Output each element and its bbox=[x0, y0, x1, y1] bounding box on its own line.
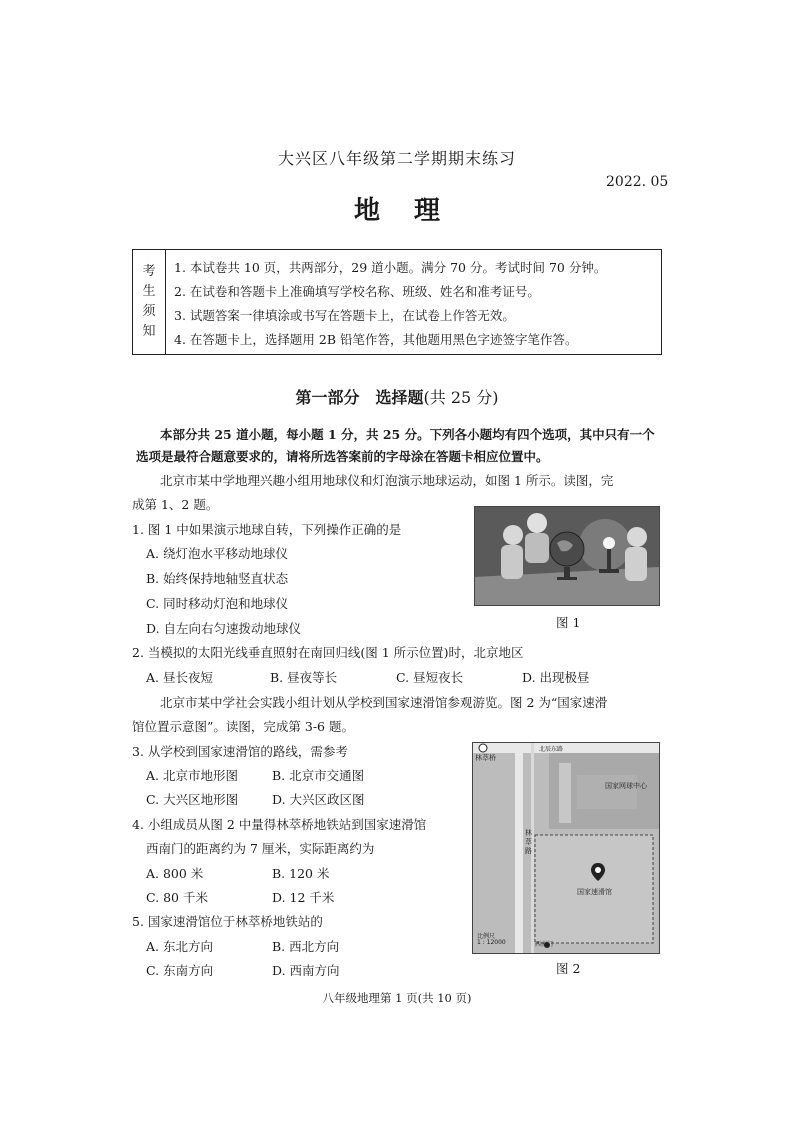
exam-date: 2022. 05 bbox=[606, 174, 669, 190]
question-5-option-d: D. 西南方向 bbox=[272, 963, 340, 978]
context-1-line2: 成第 1、2 题。 bbox=[132, 497, 219, 512]
question-3-option-b: B. 北京市交通图 bbox=[272, 768, 365, 783]
map-scale-label: 比例尺 bbox=[477, 933, 496, 940]
question-4-option-a: A. 800 米 bbox=[146, 866, 204, 881]
notice-box bbox=[132, 249, 662, 355]
figure-1-caption: 图 1 bbox=[556, 615, 581, 630]
question-3-option-a: A. 北京市地形图 bbox=[146, 768, 238, 783]
globe-lamp-illustration-icon bbox=[475, 507, 659, 605]
context-2-line1: 北京市某中学社会实践小组计划从学校到国家速滑馆参观游览。图 2 为“国家速滑 bbox=[160, 695, 608, 710]
question-3-stem: 3. 从学校到国家速滑馆的路线，需参考 bbox=[132, 744, 348, 759]
question-5-stem: 5. 国家速滑馆位于林萃桥地铁站的 bbox=[132, 914, 323, 929]
question-4-stem-line1: 4. 小组成员从图 2 中量得林萃桥地铁站到国家速滑馆 bbox=[132, 817, 427, 832]
map-label-road-char: 路 bbox=[525, 847, 532, 855]
question-4-option-d: D. 12 千米 bbox=[272, 890, 335, 905]
question-1-option-d: D. 自左向右匀速拨动地球仪 bbox=[146, 621, 302, 636]
question-2-option-c: C. 昼短夜长 bbox=[396, 670, 464, 685]
page-footer: 八年级地理第 1 页(共 10 页) bbox=[322, 991, 472, 1005]
map-label-tennis-center: 国家网球中心 bbox=[605, 782, 647, 790]
map-pin-icon bbox=[591, 863, 605, 881]
map-label-road-char: 萃 bbox=[525, 838, 532, 846]
map-label-venue: 国家速滑馆 bbox=[577, 888, 612, 896]
context-2-line2: 馆位置示意图”。读图，完成第 3-6 题。 bbox=[132, 719, 354, 734]
question-1-option-a: A. 绕灯泡水平移动地球仪 bbox=[146, 546, 288, 561]
notice-item: 3. 试题答案一律填涂或书写在答题卡上，在试卷上作答无效。 bbox=[174, 308, 515, 323]
notice-label bbox=[133, 250, 166, 354]
map-label-station: 林萃桥 bbox=[475, 754, 496, 762]
question-2-option-a: A. 昼长夜短 bbox=[146, 670, 213, 685]
notice-label-char: 考 bbox=[142, 264, 156, 279]
section-intro-text: 本部分共 25 道小题，每小题 1 分，共 25 分。下列各小题均有四个选项，其中只有一个选项是最符合题意要求的，请将所选答案前的字母涂在答题卡相应位置中。 bbox=[136, 427, 655, 464]
section-title bbox=[0, 385, 794, 408]
map-label-gate: 西南门 bbox=[535, 941, 554, 948]
notice-label-char: 生 bbox=[142, 284, 156, 299]
question-5-option-b: B. 西北方向 bbox=[272, 939, 340, 954]
map-label-road-top: 北辰东路 bbox=[539, 746, 564, 753]
context-1-line1: 北京市某中学地理兴趣小组用地球仪和灯泡演示地球运动，如图 1 所示。读图，完 bbox=[160, 473, 614, 488]
section-intro bbox=[136, 424, 662, 468]
question-3-option-c: C. 大兴区地形图 bbox=[146, 792, 239, 807]
question-2-option-d: D. 出现极昼 bbox=[522, 670, 590, 685]
notice-label-char: 知 bbox=[142, 324, 156, 339]
map-base-icon bbox=[473, 743, 659, 953]
figure-1-illustration bbox=[474, 506, 660, 606]
question-5-option-c: C. 东南方向 bbox=[146, 963, 214, 978]
section-title-score: (共 25 分) bbox=[423, 388, 499, 407]
notice-label-char: 须 bbox=[142, 304, 156, 319]
question-2-option-b: B. 昼夜等长 bbox=[270, 670, 338, 685]
notice-item: 2. 在试卷和答题卡上准确填写学校名称、班级、姓名和准考证号。 bbox=[174, 284, 540, 299]
figure-2-caption: 图 2 bbox=[556, 961, 581, 976]
question-4-option-b: B. 120 米 bbox=[272, 866, 330, 881]
notice-item: 4. 在答题卡上，选择题用 2B 铅笔作答，其他题用黑色字迹签字笔作答。 bbox=[174, 332, 578, 347]
map-label-road-char: 林 bbox=[525, 829, 532, 837]
exam-title: 大兴区八年级第二学期期末练习 bbox=[277, 149, 516, 168]
map-label-road bbox=[525, 829, 533, 856]
figure-2-map bbox=[472, 742, 660, 954]
question-3-option-d: D. 大兴区政区图 bbox=[272, 792, 365, 807]
question-4-stem-line2: 西南门的距离约为 7 厘米，实际距离约为 bbox=[146, 841, 375, 856]
notice-item: 1. 本试卷共 10 页，共两部分，29 道小题。满分 70 分。考试时间 70 分钟。 bbox=[174, 260, 607, 275]
subject-title: 地理 bbox=[353, 196, 474, 226]
question-1-stem: 1. 图 1 中如果演示地球自转，下列操作正确的是 bbox=[132, 522, 402, 537]
question-5-option-a: A. 东北方向 bbox=[146, 939, 213, 954]
question-2-stem: 2. 当模拟的太阳光线垂直照射在南回归线(图 1 所示位置)时，北京地区 bbox=[132, 645, 524, 660]
section-title-main: 第一部分 选择题 bbox=[295, 388, 424, 407]
map-scale-value: 1 : 12000 bbox=[477, 939, 506, 946]
question-1-option-c: C. 同时移动灯泡和地球仪 bbox=[146, 596, 289, 611]
notice-items bbox=[166, 250, 661, 354]
question-4-option-c: C. 80 千米 bbox=[146, 890, 208, 905]
question-1-option-b: B. 始终保持地轴竖直状态 bbox=[146, 571, 289, 586]
